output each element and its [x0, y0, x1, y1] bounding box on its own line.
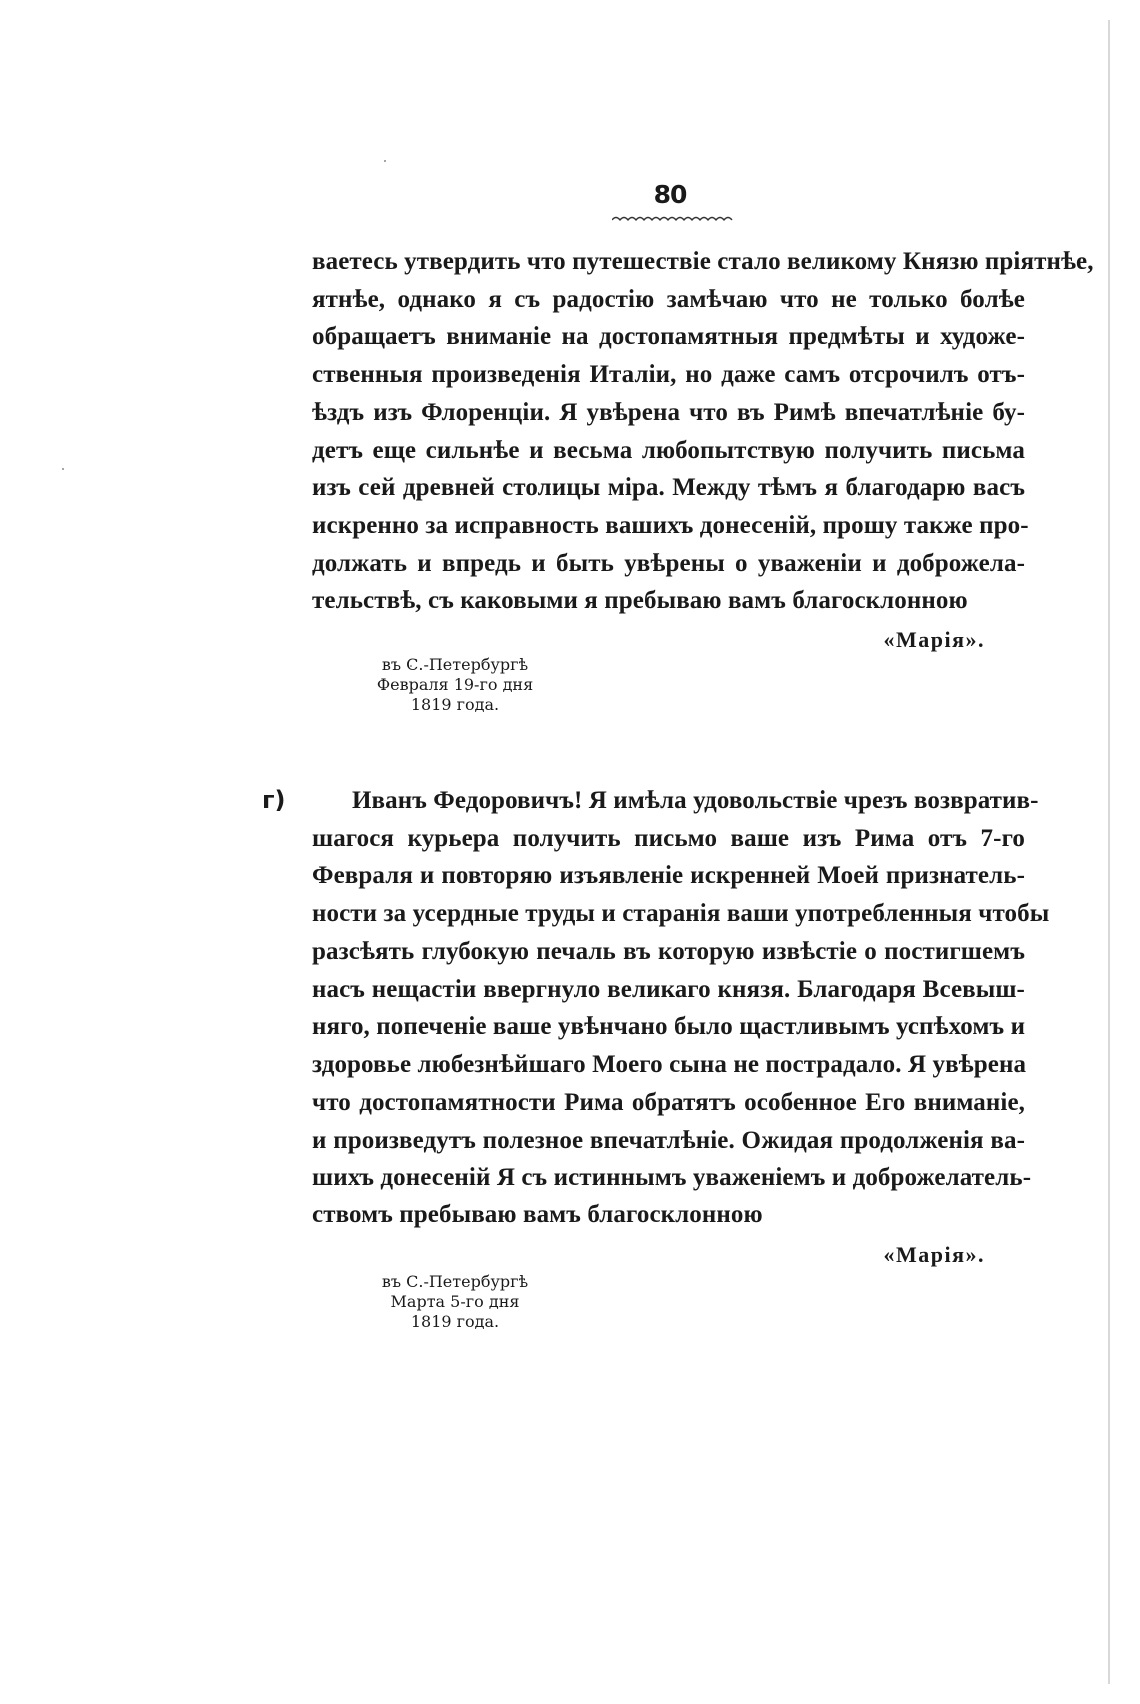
letter-1-line: искренно за исправность вашихъ донесеній, прошу также про-	[312, 512, 1029, 539]
letter-2-signature: «Марія».	[883, 1242, 985, 1267]
letter-1-line: ѣздъ изъ Флоренціи. Я увѣрена что въ Римѣ впечатлѣніе бу-	[312, 399, 1025, 426]
letter-2-line: ствомъ пребываю вамъ благосклонною	[312, 1201, 763, 1228]
place-date-line: въ С.-Петербургѣ	[381, 655, 529, 674]
letter-1-line: должать и впредь и быть увѣрены о уваженіи и доброжела-	[312, 550, 1025, 577]
section-marker: г)	[262, 786, 286, 814]
letter-2-line: Февраля и повторяю изъявленіе искренней Моей признатель-	[312, 862, 1025, 889]
letter-1-line: ятнѣе, однако я съ радостію замѣчаю что не только болѣе	[312, 286, 1025, 313]
place-date-line: Марта 5-го дня	[390, 1292, 520, 1311]
page-number-ornament	[612, 212, 736, 222]
letter-2-line: шихъ донесеній Я съ истиннымъ уваженіемъ и доброжелатель-	[312, 1164, 1032, 1191]
speck	[62, 468, 64, 470]
letter-2-line: шагося курьера получить письмо ваше изъ Рима отъ 7-го	[312, 825, 1025, 852]
letter-1-line: обращаетъ вниманіе на достопамятныя предмѣты и художе-	[312, 323, 1025, 350]
letter-1-line: изъ сей древней столицы міра. Между тѣмъ я благодарю васъ	[312, 474, 1025, 501]
letter-2-line: и произведутъ полезное впечатлѣніе. Ожидая продолженія ва-	[312, 1127, 1025, 1154]
letter-2-place-date	[350, 1272, 560, 1332]
page-number: 80	[653, 180, 687, 209]
letter-1-line: ственныя произведенія Италіи, но даже самъ отсрочилъ отъ-	[312, 361, 1025, 388]
letter-2-line: разсѣять глубокую печаль въ которую извѣстіе о постигшемъ	[312, 938, 1025, 965]
letter-1-place-date	[350, 655, 560, 715]
place-date-line: 1819 года.	[410, 695, 500, 714]
place-date-line: Февраля 19-го дня	[376, 675, 534, 694]
letter-1-line: тельствѣ, съ каковыми я пребываю вамъ благосклонною	[312, 587, 968, 614]
letter-2-line: здоровье любезнѣйшаго Моего сына не пострадало. Я увѣрена	[312, 1051, 1027, 1078]
letter-1-line: детъ еще сильнѣе и весьма любопытствую получить письма	[312, 437, 1025, 464]
page-edge-line	[1108, 20, 1110, 1684]
letter-2-line: что достопамятности Рима обратятъ особенное Его вниманіе,	[312, 1089, 1025, 1116]
speck	[384, 160, 386, 162]
place-date-line: 1819 года.	[410, 1312, 500, 1331]
letter-2-line: ности за усердные труды и старанія ваши употребленныя чтобы	[312, 900, 1050, 927]
letter-2-line: Иванъ Федоровичъ! Я имѣла удовольствіе чрезъ возвратив-	[352, 787, 1039, 814]
letter-1-line: ваетесь утвердить что путешествіе стало великому Князю пріятнѣе,	[312, 248, 1094, 275]
place-date-line: въ С.-Петербургѣ	[381, 1272, 529, 1291]
letter-1-signature: «Марія».	[883, 627, 985, 652]
letter-2-line: насъ нещастіи ввергнуло великаго князя. Благодаря Всевыш-	[312, 976, 1025, 1003]
letter-2-line: няго, попеченіе ваше увѣнчано было щастливымъ успѣхомъ и	[312, 1013, 1026, 1040]
